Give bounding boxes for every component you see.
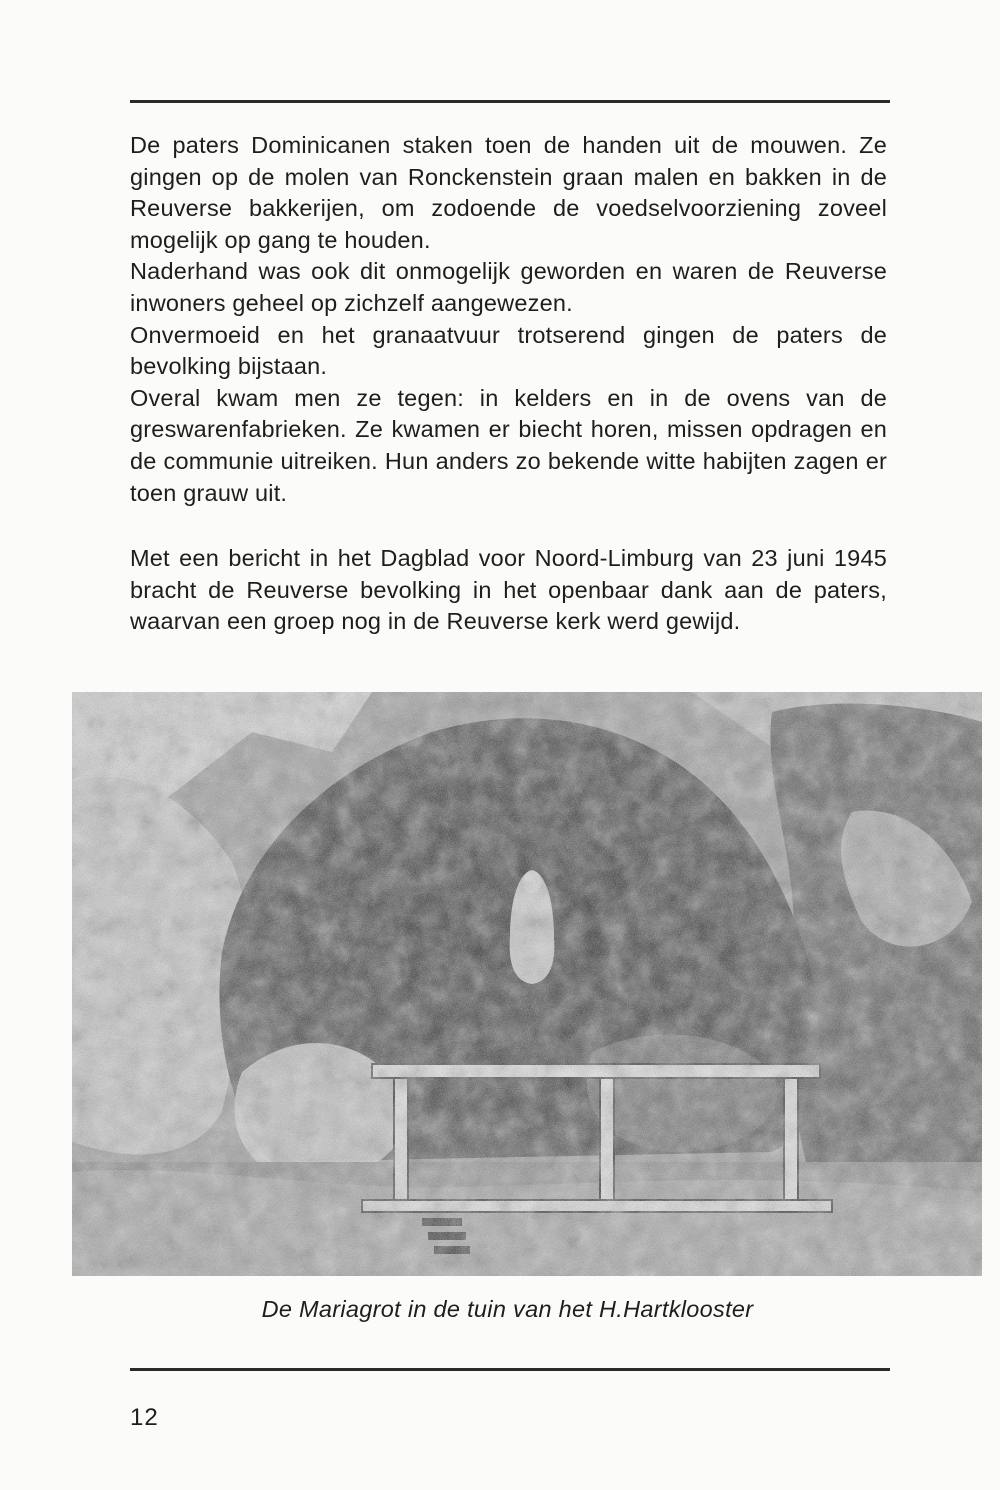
bottom-rule xyxy=(130,1368,890,1371)
main-text-block xyxy=(130,130,887,509)
secondary-text-block xyxy=(130,543,887,638)
page-number: 12 xyxy=(130,1404,159,1431)
paragraph-dagblad: Met een bericht in het Dagblad voor Noord-Limburg van 23 juni 1945 bracht de Reuverse bevolking in het openbaar dank aan de paters, waarvan een groep nog in de Reuverse kerk werd gewijd. xyxy=(130,545,887,635)
paragraph-naderhand: Naderhand was ook dit onmogelijk geworden en waren de Reuverse inwoners geheel op zichzelf aangewezen. xyxy=(130,258,887,316)
mariagrot-photo xyxy=(72,692,982,1276)
paragraph-overal: Overal kwam men ze tegen: in kelders en in de ovens van de greswarenfabrieken. Ze kwamen er biecht horen, missen opdragen en de communie uitreiken. Hun anders zo bekende witte habijten zagen er toen grauw uit. xyxy=(130,384,887,506)
paragraph-onvermoeid: Onvermoeid en het granaatvuur trotserend gingen de paters de bevolking bijstaan. xyxy=(130,321,887,380)
paragraph-dominicanen: De paters Dominicanen staken toen de handen uit de mouwen. Ze gingen op de molen van Ronckenstein graan malen en bakken in de Reuverse bakkerijen, om zodoende de voedselvoorziening zoveel mogelijk op gang te houden. xyxy=(130,132,887,253)
top-rule xyxy=(130,100,890,103)
photo-caption: De Mariagrot in de tuin van het H.Hartklooster xyxy=(261,1296,754,1322)
